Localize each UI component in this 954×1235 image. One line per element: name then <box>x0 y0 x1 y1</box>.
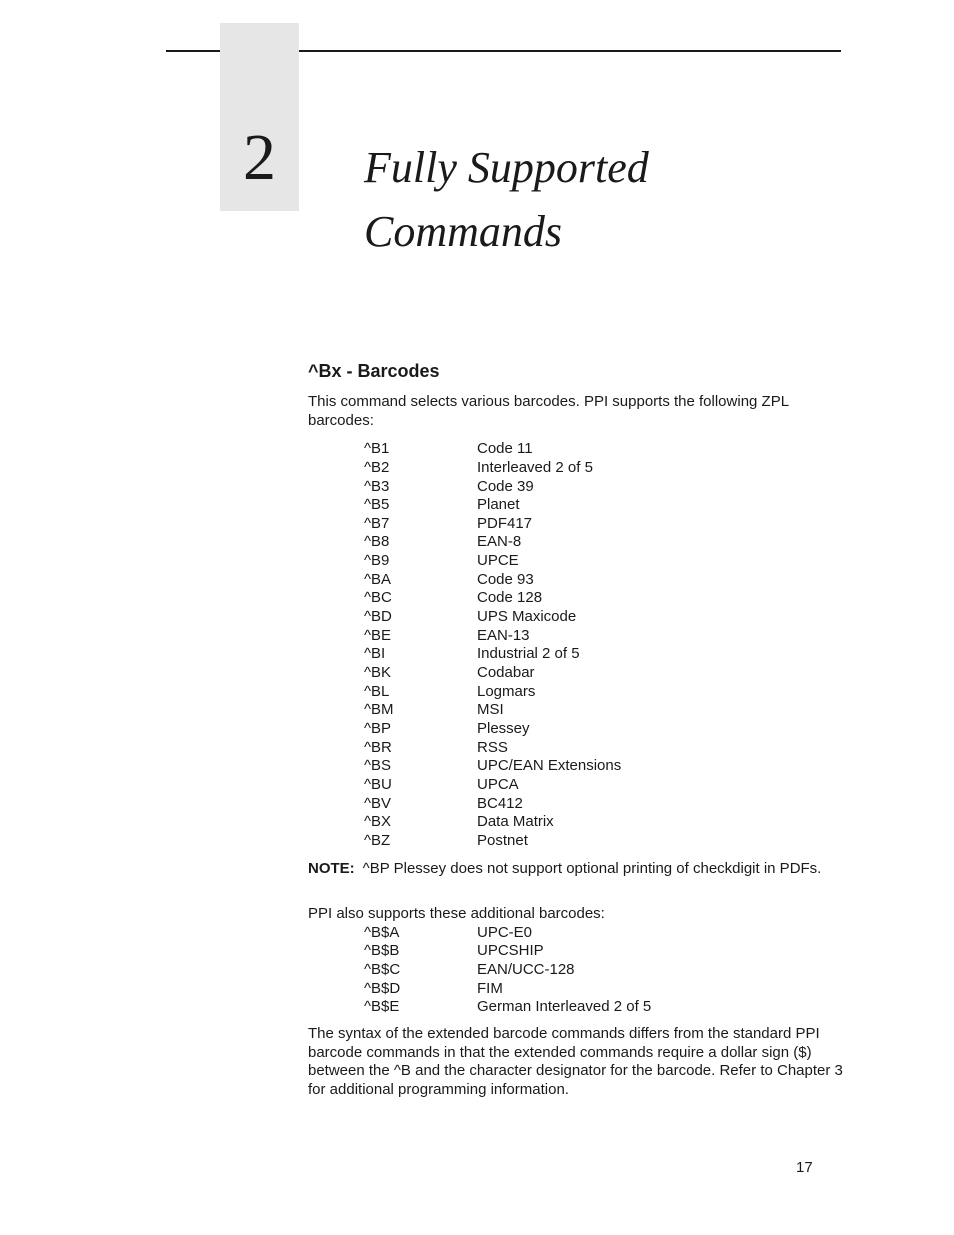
header-rule-right <box>299 50 841 52</box>
barcode-command: ^B5 <box>364 496 390 514</box>
table-row <box>364 459 621 478</box>
barcode-name: PDF417 <box>477 514 533 532</box>
table-row <box>364 701 621 720</box>
table-row <box>364 832 621 851</box>
table-row <box>364 608 621 627</box>
barcode-command: ^B$C <box>364 961 401 979</box>
barcode-command: ^B7 <box>364 514 390 532</box>
header-rule-left <box>166 50 220 52</box>
section-intro: This command selects various barcodes. PPI supports the following ZPL barcodes: <box>308 393 789 429</box>
barcode-name: Code 11 <box>477 440 533 458</box>
barcode-command: ^B3 <box>364 477 390 495</box>
table-row <box>364 645 621 664</box>
table-row <box>364 664 621 683</box>
table-row <box>364 683 621 702</box>
table-row <box>364 813 621 832</box>
barcode-name: RSS <box>477 738 508 756</box>
table-row <box>364 980 651 999</box>
barcode-command: ^BC <box>364 589 392 607</box>
syntax-paragraph: The syntax of the extended barcode commands differs from the standard PPI barcode commands in that the extended commands require a dollar sign ($) between the ^B and the character designator for the barcode. Refer to Chapter 3 for additional programming information. <box>308 1025 843 1098</box>
chapter-title-line1: Fully Supported <box>364 143 649 192</box>
barcode-command: ^B$B <box>364 942 400 960</box>
barcode-name: EAN-8 <box>477 533 522 551</box>
barcode-name: UPS Maxicode <box>477 608 577 626</box>
barcode-name: UPC/EAN Extensions <box>477 757 622 775</box>
barcode-name: Postnet <box>477 831 528 849</box>
barcode-command: ^BI <box>364 645 386 663</box>
barcode-command: ^BD <box>364 608 392 626</box>
additional-intro: PPI also supports these additional barcodes: <box>308 905 605 923</box>
table-row <box>364 924 651 943</box>
barcode-command: ^BS <box>364 757 392 775</box>
barcode-command: ^BA <box>364 570 392 588</box>
table-row <box>364 720 621 739</box>
section-heading: ^Bx - Barcodes <box>308 361 440 381</box>
barcode-command: ^BZ <box>364 831 391 849</box>
barcode-command: ^BK <box>364 664 392 682</box>
barcode-command: ^BP <box>364 720 392 738</box>
barcode-name: UPCA <box>477 776 519 793</box>
barcode-name: EAN-13 <box>477 626 530 644</box>
barcode-command: ^B$A <box>364 923 400 941</box>
barcode-command: ^B2 <box>364 458 390 476</box>
barcode-name: Plessey <box>477 720 530 738</box>
barcode-command: ^BR <box>364 738 392 756</box>
barcode-command: ^BE <box>364 626 392 644</box>
barcode-command: ^B$D <box>364 979 401 997</box>
barcode-command: ^BX <box>364 813 392 831</box>
table-row <box>364 998 651 1017</box>
barcode-command: ^BM <box>364 701 394 719</box>
barcode-command: ^BU <box>364 776 392 793</box>
table-row <box>364 795 621 814</box>
table-row <box>364 589 621 608</box>
barcode-command: ^B8 <box>364 533 390 551</box>
note-label: NOTE: <box>308 859 355 877</box>
table-row <box>364 961 651 980</box>
chapter-title <box>364 136 649 264</box>
barcode-name: UPCSHIP <box>477 942 544 960</box>
barcode-name: Code 93 <box>477 570 534 588</box>
barcode-name: EAN/UCC-128 <box>477 961 575 979</box>
barcode-command: ^BL <box>364 682 390 700</box>
barcode-name: FIM <box>477 979 503 997</box>
barcode-name: Data Matrix <box>477 813 554 831</box>
barcode-table <box>364 440 621 850</box>
barcode-name: UPCE <box>477 552 519 570</box>
main-content <box>308 359 848 1099</box>
barcode-command: ^BV <box>364 794 392 812</box>
table-row <box>364 440 621 459</box>
additional-barcode-table <box>364 924 651 1017</box>
barcode-name: Planet <box>477 496 520 514</box>
barcode-command: ^B1 <box>364 440 390 458</box>
barcode-name: Industrial 2 of 5 <box>477 645 580 663</box>
table-row <box>364 478 621 497</box>
barcode-name: UPC-E0 <box>477 923 533 941</box>
table-row <box>364 496 621 515</box>
table-row <box>364 776 621 795</box>
barcode-name: Code 39 <box>477 477 534 495</box>
table-row <box>364 571 621 590</box>
chapter-number: 2 <box>243 121 276 194</box>
note <box>308 860 848 879</box>
barcode-name: German Interleaved 2 of 5 <box>477 998 652 1016</box>
barcode-name: BC412 <box>477 794 523 812</box>
page-number: 17 <box>796 1159 813 1176</box>
barcode-name: Code 128 <box>477 589 543 607</box>
barcode-name: Logmars <box>477 682 536 700</box>
table-row <box>364 552 621 571</box>
table-row <box>364 627 621 646</box>
barcode-name: Interleaved 2 of 5 <box>477 458 593 476</box>
table-row <box>364 942 651 961</box>
chapter-title-line2: Commands <box>364 207 563 256</box>
barcode-command: ^B$E <box>364 998 400 1016</box>
barcode-command: ^B9 <box>364 552 390 570</box>
table-row <box>364 757 621 776</box>
note-text: ^BP Plessey does not support optional printing of checkdigit in PDFs. <box>362 859 822 877</box>
table-row <box>364 515 621 534</box>
table-row <box>364 533 621 552</box>
table-row <box>364 739 621 758</box>
barcode-name: Codabar <box>477 664 535 682</box>
barcode-name: MSI <box>477 701 504 719</box>
